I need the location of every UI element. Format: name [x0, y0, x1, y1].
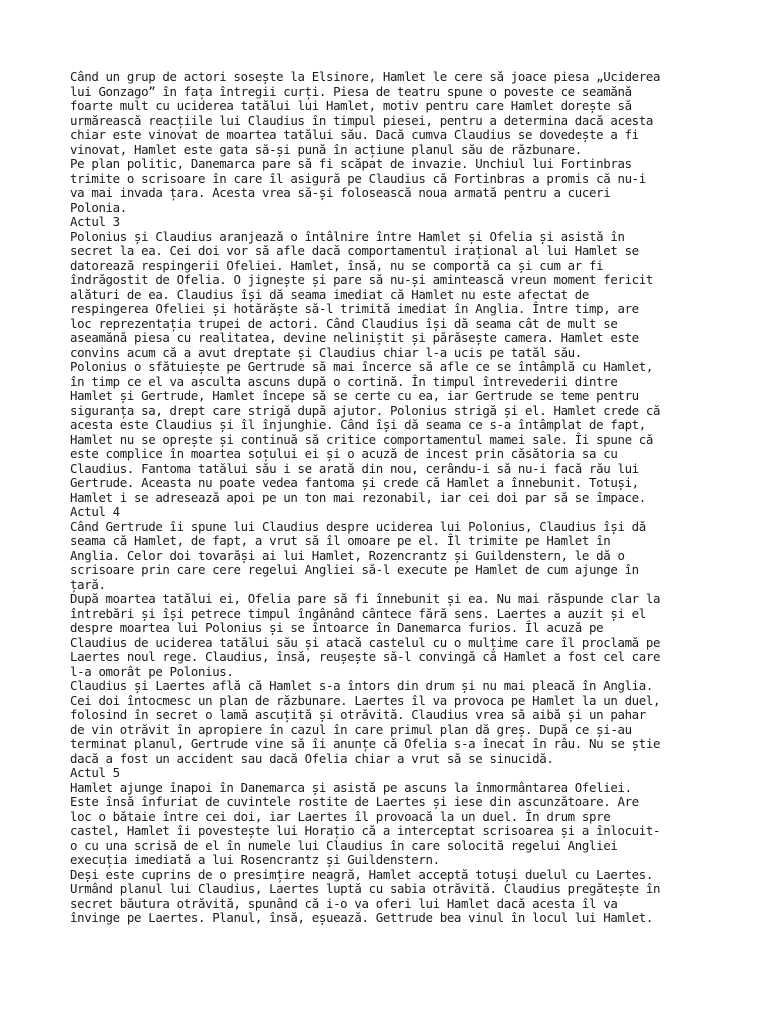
act-heading-3: Actul 3 [70, 214, 120, 229]
paragraph-act3-meeting: Polonius și Claudius aranjează o întâlnire între Hamlet și Ofelia și asistă în secret la ea. Cei doi vor să afle dacă comportamentul irațional al lui Hamlet se datorează respingerii Ofeliei. Hamlet, însă, nu se comportă ca și cum ar fi îndrăgostit de Ofelia. O jignește și pare să nu-și amintească vreun moment fericit alături de ea. Claudius își dă seama imediat că Hamlet nu este afectat de respingerea Ofeliei și hotărăște să-l trimită imediat în Anglia. Între timp, are loc reprezentația trupei de actori. Când Claudius își dă seama cât de mult se aseamănă piesa cu realitatea, devine neliniștit și părăsește camera. Hamlet este convins acum că a avut dreptate și Claudius chiar l-a ucis pe tatăl său. [70, 228, 654, 360]
paragraph-act5-return: Hamlet ajunge înapoi în Danemarca și asistă pe ascuns la înmormântarea Ofeliei. Este însă înfuriat de cuvintele rostite de Laertes și iese din ascunzătoare. Are loc o bătaie între cei doi, iar Laertes îl provoacă la un duel. În drum spre castel, Hamlet îi povestește lui Horațio că a interceptat scrisoarea și a înlocuit- o cu una scrisă de el în numele lui Claudius în care solocită regelui Angliei execuția imediată a lui Rosencrantz și Guildenstern. [70, 779, 661, 867]
paragraph-act5-duel: Deși este cuprins de o presimțire neagră, Hamlet acceptă totuși duelul cu Laertes. Urmând planul lui Claudius, Laertes luptă cu sabia otrăvită. Claudius pregătește în secret băutura otrăvită, spunând că i-o va oferi lui Hamlet dacă acesta îl va învinge pe Laertes. Planul, însă, eșuează. Gettrude bea vinul în locul lui Hamlet. [70, 866, 661, 925]
paragraph-act3-polonius: Polonius o sfătuiește pe Gertrude să mai încerce să afle ce se întâmplă cu Hamlet, în timp ce el va asculta ascuns după o cortină. În timpul întrevederii dintre Hamlet și Gertrude, Hamlet începe să se certe cu ea, iar Gertrude se teme pentru siguranța sa, drept care strigă după ajutor. Polonius strigă și el. Hamlet crede că acesta este Claudius și îl înjunghie. Când își dă seama ce s-a întâmplat de fapt, Hamlet nu se oprește și continuă să critice comportamentul mamei sale. Îi spune că este complice în moartea soțului ei și o acuză de incest prin căsătoria sa cu Claudius. Fantoma tatălui său i se arată din nou, cerându-i să nu-i facă rău lui Gertrude. Aceasta nu poate vedea fantoma și crede că Hamlet a înnebunit. Totuși, Hamlet i se adresează apoi pe un ton mai rezonabil, iar cei doi par să se împace. [70, 359, 661, 505]
paragraph-political-plan: Pe plan politic, Danemarca pare să fi scăpat de invazie. Unchiul lui Fortinbras trimite o scrisoare în care îl asigură pe Claudius că Fortinbras a promis că nu-i va mai invada țara. Acesta vrea să-și folosească noua armată pentru a cuceri Polonia. [70, 156, 646, 215]
act-heading-4: Actul 4 [70, 504, 120, 519]
document-page [70, 70, 710, 926]
paragraph-play-within-play: Când un grup de actori sosește la Elsinore, Hamlet le cere să joace piesa „Uciderea lui Gonzago” în fața întregii curți. Piesa de teatru spune o poveste ce seamănă foarte mult cu uciderea tatălui lui Hamlet, motiv pentru care Hamlet dorește să urmărească reacțiile lui Claudius în timpul piesei, pentru a determina dacă acesta chiar este vinovat de moartea tatălui său. Dacă cumva Claudius se dovedește a fi vinovat, Hamlet este gata să-și pună în acțiune planul său de răzbunare. [70, 69, 661, 157]
paragraph-act4-england: Când Gertrude îi spune lui Claudius despre uciderea lui Polonius, Claudius își dă seama că Hamlet, de fapt, a vrut să îl omoare pe el. Îl trimite pe Hamlet în Anglia. Celor doi tovarăși ai lui Hamlet, Rozencrantz și Guildenstern, le dă o scrisoare prin care cere regelui Angliei să-l execute pe Hamlet de cum ajunge în țară. [70, 518, 646, 592]
paragraph-act4-ofelia: După moartea tatălui ei, Ofelia pare să fi înnebunit și ea. Nu mai răspunde clar la întrebări și își petrece timpul îngânând cântece fără sens. Laertes a auzit și el despre moartea lui Polonius și se întoarce în Danemarca furios. Îl acuză pe Claudius de uciderea tatălui său și atacă castelul cu o mulțime care îl proclamă pe Laertes noul rege. Claudius, însă, reușește să-l convingă că Hamlet a fost cel care l-a omorât pe Polonius. [70, 591, 661, 679]
act-heading-5: Actul 5 [70, 765, 120, 780]
paragraph-act4-plan: Claudius și Laertes află că Hamlet s-a întors din drum și nu mai pleacă în Anglia. Cei doi întocmesc un plan de răzbunare. Laertes îl va provoca pe Hamlet la un duel, folosind în secret o lamă ascuțită și otrăvită. Claudius vrea să aibă și un pahar de vin otrăvit în apropiere în cazul în care primul plan dă greș. După ce și-au terminat planul, Gertrude vine să îi anunțe că Ofelia s-a înecat în râu. Nu se știe dacă a fost un accident sau dacă Ofelia chiar a vrut să se sinucidă. [70, 678, 661, 766]
